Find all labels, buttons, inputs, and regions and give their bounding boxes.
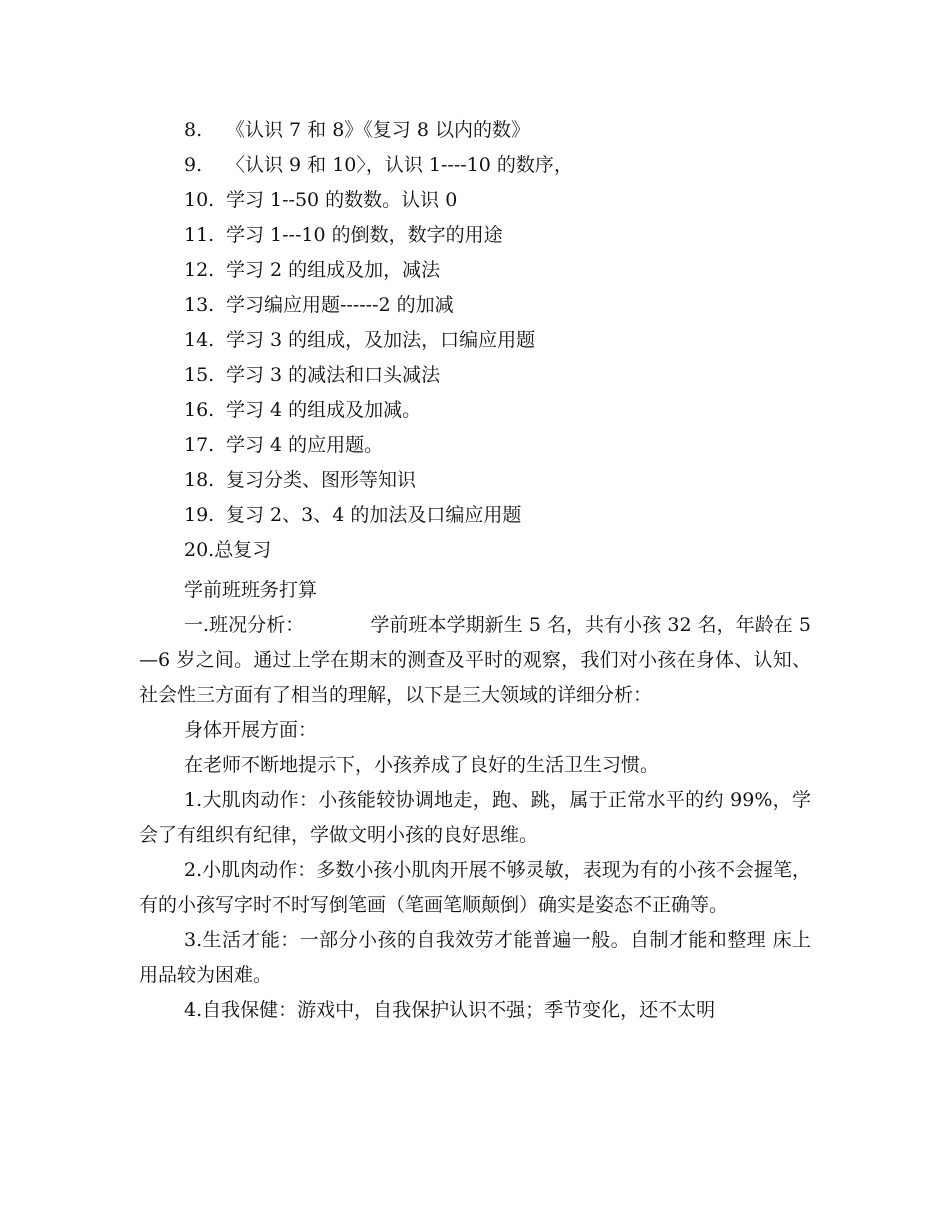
list-item-text: 学习 4 的组成及加减。 xyxy=(226,399,422,421)
list-item-number: 18. xyxy=(184,469,215,491)
list-item-number: 15. xyxy=(184,364,215,386)
list-item-text: 复习分类、图形等知识 xyxy=(226,469,417,491)
list-item-text: 学习 3 的组成，及加法，口编应用题 xyxy=(226,329,536,351)
list-item-text: 《认识 7 和 8》《复习 8 以内的数》 xyxy=(226,119,530,141)
list-item xyxy=(184,323,824,358)
list-item-text: 〈认识 9 和 10〉，认识 1----10 的数序， xyxy=(226,154,573,176)
list-item-number: 10. xyxy=(184,189,215,211)
list-item-number: 12. xyxy=(184,259,215,281)
list-item-number: 14. xyxy=(184,329,215,351)
list-item xyxy=(184,358,824,393)
list-item-number: 11. xyxy=(184,224,215,246)
list-item-number: 16. xyxy=(184,399,215,421)
lesson-list xyxy=(184,113,824,568)
list-item xyxy=(184,533,824,568)
list-item-number: 8. xyxy=(184,119,203,141)
list-item xyxy=(184,393,824,428)
list-item-text: 学习 1---10 的倒数，数字的用途 xyxy=(226,224,503,246)
section-title: 学前班班务打算 xyxy=(184,579,318,601)
list-item-text: 总复习 xyxy=(214,539,272,561)
list-item xyxy=(184,148,824,183)
list-item-text: 学习 2 的组成及加，减法 xyxy=(226,259,441,281)
list-item-number: 17. xyxy=(184,434,215,456)
list-item-number: 9. xyxy=(184,154,203,176)
analysis-heading: 一.班况分析： xyxy=(184,614,305,636)
list-item xyxy=(184,218,824,253)
paragraph-gross-motor: 1.大肌肉动作：小孩能较协调地走，跑、跳，属于正常水平的约 99%，学会了有组织有纪律，学做文明小孩的良好思维。 xyxy=(139,789,811,846)
analysis-paragraph xyxy=(139,608,811,713)
paragraph-physical-heading: 身体开展方面： xyxy=(184,719,318,741)
analysis-text: 学前班本学期新生 5 名，共有小孩 32 名，年龄在 5—6 岁之间。通过上学在期末的测查及平时的观察，我们对小孩在身体、认知、社会性三方面有了相当的理解，以下是三大领域的详细分析： xyxy=(139,614,811,706)
list-item-text: 学习 3 的减法和口头减法 xyxy=(226,364,441,386)
list-item xyxy=(184,463,824,498)
list-item xyxy=(184,428,824,463)
paragraph-self-care: 4.自我保健：游戏中，自我保护认识不强；季节变化，还不太明 xyxy=(184,999,716,1021)
list-item-number: 13. xyxy=(184,294,215,316)
list-item-text: 学习 1--50 的数数。认识 0 xyxy=(226,189,458,211)
list-item xyxy=(184,253,824,288)
list-item xyxy=(184,183,824,218)
paragraph-habits: 在老师不断地提示下，小孩养成了良好的生活卫生习惯。 xyxy=(184,754,660,776)
paragraph-life-skills: 3.生活才能：一部分小孩的自我效劳才能普遍一般。自制才能和整理 床上用品较为困难。 xyxy=(139,929,811,986)
list-item xyxy=(184,113,824,148)
list-item-number: 19. xyxy=(184,504,215,526)
list-item-text: 学习 4 的应用题。 xyxy=(226,434,384,456)
list-item-number: 20. xyxy=(184,539,215,561)
paragraph-fine-motor: 2.小肌肉动作：多数小孩小肌肉开展不够灵敏，表现为有的小孩不会握笔，有的小孩写字时不时写倒笔画（笔画笔顺颠倒）确实是姿态不正确等。 xyxy=(139,859,811,916)
list-item-text: 复习 2、3、4 的加法及口编应用题 xyxy=(226,504,522,526)
list-item xyxy=(184,498,824,533)
list-item-text: 学习编应用题------2 的加减 xyxy=(226,294,454,316)
document-body xyxy=(139,573,811,1028)
list-item xyxy=(184,288,824,323)
